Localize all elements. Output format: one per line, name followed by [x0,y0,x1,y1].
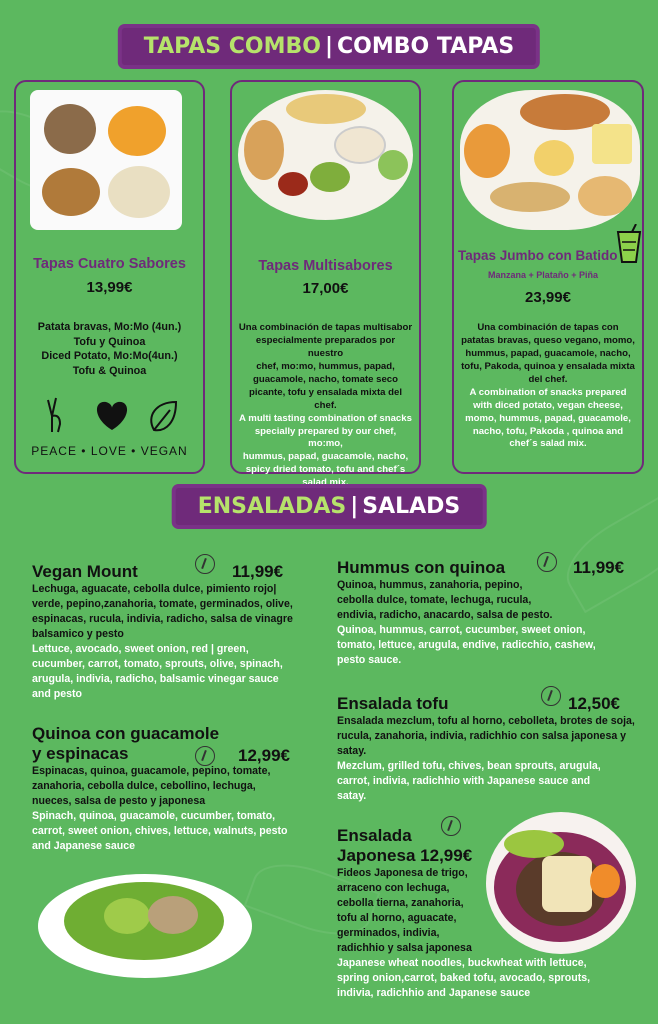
description-line: Diced Potato, Mo:Mo(4un.) [41,350,178,363]
tapas-jumbo-photo [460,90,640,230]
tapas-card-multisabores [230,80,421,489]
nacho-portion [578,176,632,216]
tofu-portion [42,168,100,216]
tapas-card-price: 17,00€ [302,280,349,297]
salad-title-line2: y espinacas [32,744,129,763]
salad-price: 12,99€ [238,746,290,765]
salad-tofu [337,694,641,804]
tapas-cuatro-sabores-photo [30,90,182,230]
guacamole-portion [310,162,350,192]
tapas-card-subtitle: Manzana + Plataño + Piña [488,270,599,280]
description-line: guacamole, nacho, tomate seco [252,373,399,385]
description-line: Una combinación de tapas multisabor [238,322,413,333]
tapas-card-title: Tapas Cuatro Sabores [33,256,186,272]
vegan-badge-icon [541,686,561,706]
description-line: chef, mo:mo, hummus, papad, [256,360,395,372]
salad-title-line2-text: Japonesa [337,846,416,865]
tapas-card-description [238,322,413,490]
salad-title: Ensalada tofu [337,694,449,713]
tapas-combo-banner [122,28,536,65]
salad-price: 11,99€ [232,562,284,581]
description-line: chef´s salad mix. [509,438,587,450]
salad-price: 12,50€ [568,694,620,713]
quinoa-portion [148,896,198,934]
peace-love-vegan-icons [42,394,182,436]
salad-description-en: Japanese wheat noodles, buckwheat with lettuce, spring onion,carrot, baked tofu, avocado, sprouts, indivia, radichhio and Japanese sauce [337,957,591,1000]
description-line: Patata bravas, Mo:Mo (4un.) [37,321,182,333]
description-line: salad mix. [302,477,349,489]
description-line: Tofu & Quinoa [72,364,147,377]
description-line: nacho, tofu, Pakoda , quinoa and [472,425,624,437]
salad-title: Vegan Mount [32,562,138,581]
banner-text-en: SALADS [362,494,461,519]
quinoa-salad-photo [38,874,252,978]
carrot-portion [590,864,620,898]
description-line: Tofu y Quinoa [73,335,146,348]
tapas-card-price: 23,99€ [525,289,571,306]
tofu-slices [542,856,592,912]
salad-description-es: Ensalada mezclum, tofu al horno, cebolleta, brotes de soja, rucula, zanahoria, indivia, radichhio con salsa japonesa y satay. [337,715,635,758]
heart-icon [97,402,127,430]
vegan-badge-icon [195,746,215,766]
tapas-card-jumbo [452,80,644,474]
description-line: A multi tasting combination of snacks [239,412,412,424]
avocado-slices [504,830,564,858]
banner-text-en: COMBO TAPAS [337,34,515,59]
salad-quinoa-guacamole [32,724,298,854]
hummus-portion [534,140,574,176]
pakoda-portion [490,182,570,212]
description-line: patatas bravas, queso vegano, momo, [461,334,635,346]
vegan-badge-icon [195,554,215,574]
description-line: A combination of snacks prepared [469,386,627,398]
salad-description-en: Quinoa, hummus, carrot, cucumber, sweet onion, tomato, lettuce, arugula, endive, radicchio, cashew, pesto sauce. [337,624,596,667]
nacho-portion [244,120,284,180]
salad-description-es: Quinoa, hummus, zanahoria, pepino, cebolla dulce, tomate, lechuga, rucula, endivia, radicho, anacardo, salsa de pesto. [337,579,553,622]
salad-price: 11,99€ [573,558,625,577]
salad-hummus-quinoa [337,558,637,668]
salad-title: Hummus con quinoa [337,558,506,577]
banner-text-es: ENSALADAS [197,494,347,519]
description-line: hummus, papad, guacamole, nacho, [242,451,409,463]
salads-banner [176,488,483,525]
tomato-portion [278,172,308,196]
salad-description-es: Fideos Japonesa de trigo, arraceno con lechuga, cebolla tierna, zanahoria, tofu al horno, aguacate, germinados, indivia, radichhio y salsa japonesa [337,867,472,955]
description-line: picante, tofu y ensalada mixta del chef. [248,386,402,411]
cheese-portion [592,124,632,164]
salad-description-en: Spinach, quinoa, guacamole, cucumber, tomato, carrot, sweet onion, chives, lettuce, walnuts, pesto and Japanese sauce [32,810,288,853]
description-line: spicy dried tomato, tofu and chef´s [245,464,406,476]
potato-portion [464,124,510,178]
description-line: del chef. [528,373,568,385]
momo-portion [108,166,170,218]
momo-portion [286,94,366,124]
description-line: tofu, Pakoda, quinoa y ensalada mixta [461,360,635,372]
banner-separator: | [350,494,359,519]
quinoa-portion [44,104,96,154]
tapas-card-price: 13,99€ [86,279,133,296]
salad-description-es: Espinacas, quinoa, guacamole, pepino, tomate, zanahoria, cebolla dulce, cebollino, lechuga, nueces, salsa de pesto y japonesa [32,765,271,808]
japonesa-salad-photo [486,812,636,954]
salad-description-es: Lechuga, aguacate, cebolla dulce, pimiento rojo| verde, pepino,zanahoria, tomate, germinados, olive, espinacas, rucula, indivia, radicho, salsa de vinagre balsamico y pesto [32,583,293,641]
salad-description-en: Lettuce, avocado, sweet onion, red | green, cucumber, carrot, tomato, sprouts, olive, spinach, arugula, indivia, radicho, balsamic vinegar sauce and pesto [32,643,283,701]
salad-description-en: Mezclum, grilled tofu, chives, bean sprouts, arugula, carrot, indivia, radichhio with Japanese sauce and satay. [337,760,601,803]
description-line: with diced potato, vegan cheese, [473,399,623,411]
tapas-card-title: Tapas Multisabores [258,258,393,274]
tapas-card-description [456,322,640,451]
description-line: especialmente preparados por nuestro [255,334,396,359]
description-line: momo, hummus, papad, guacamole, [465,412,631,424]
tapas-card-cuatro-sabores [14,80,205,474]
guacamole-portion [104,898,150,934]
peace-love-vegan-footer: PEACE • LOVE • VEGAN [31,444,188,458]
description-line: Una combinación de tapas con [477,322,619,333]
tapas-card-title: Tapas Jumbo con Batido [458,248,618,263]
description-line: hummus, papad, guacamole, nacho, [465,347,631,359]
peace-hand-icon [48,398,60,432]
tapas-card-description [22,320,197,378]
potato-portion [108,106,166,156]
vegan-badge-icon [441,816,461,836]
smoothie-drink-icon [614,224,644,264]
banner-text-es: TAPAS COMBO [143,34,321,59]
banner-separator: | [324,34,334,59]
salad-title-line1: Quinoa con guacamole [32,724,220,743]
leaf-icon [151,402,176,430]
tapas-multisabores-photo [238,90,413,220]
vegan-badge-icon [537,552,557,572]
salad-title-line1: Ensalada [337,826,412,845]
salad-vegan-mount [32,562,294,702]
salad-price: 12,99€ [420,846,473,865]
cucumber-portion [378,150,408,180]
description-line: specially prepared by our chef, mo:mo, [254,425,397,450]
